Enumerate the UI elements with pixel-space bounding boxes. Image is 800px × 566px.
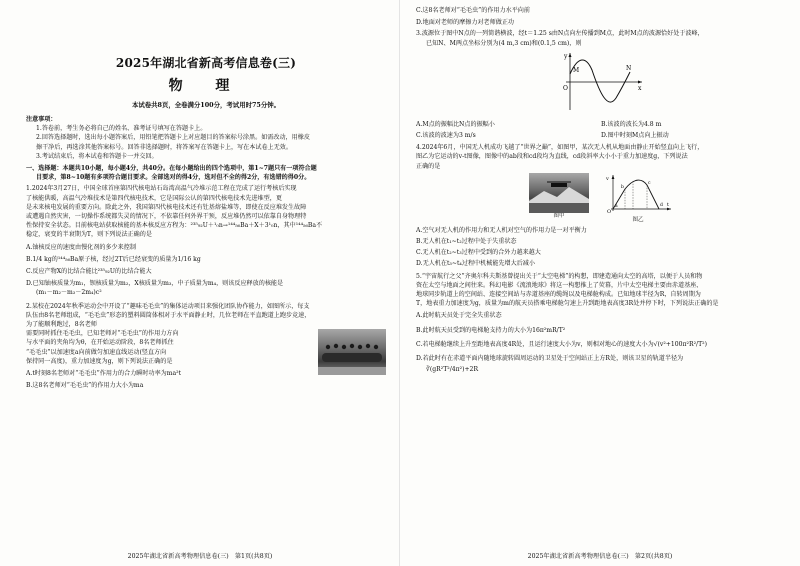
q1-line: 稳定，衰变的半衰期为T，则下列说法正确的是 [26,231,152,239]
question-1 [26,184,386,297]
origin-label: O [563,84,568,92]
q1-option-b: B.1/4 kg的¹⁴⁴₅₆Ba原子核，经过2T后已经衰变的质量为1/16 kg [26,255,201,263]
page-1-footer: 2025年湖北省新高考物理信息卷(三) 第1页(共8页) [127,553,273,560]
q5-line: 资在太空与地面之间往来。科幻电影《流浪地球》将这一构想推上了荧幕，片中太空电梯主要由赤道基座、 [416,281,703,289]
q1-option-c: C.反应产物X的比结合能比²³⁵₉₂U的比结合能大 [26,268,152,276]
caterpillar-race-photo [318,329,386,375]
q2-line: 队伍由8名老师组成，“毛毛虫”形态的塑料圆筒体相对于水平面静止时，几位老师在平直跑道上跑步竞速， [26,311,311,319]
notice-line: 2.回答选择题时，选出每小题答案后，用铅笔把答题卡上对应题目的答案标号涂黑。如需改动，用橡皮 [36,134,310,142]
q3-line: 3.波源位于图中N点的一列简谐横波，经t＝1.25 s由N点向左传播到M点，此时M点的波源恰好处于波峰， [416,30,704,38]
exam-title: 2025年湖北省新高考信息卷(三) [115,56,297,70]
y-axis-label: y [564,52,568,60]
notice-line: 擦干净后，再选涂其他答案标号。回答非选择题时，将答案写在答题卡上，写在本试卷上无效。 [36,143,292,151]
q3-option-c: C.该波的波速为3 m/s [416,132,476,140]
q5-option-d-formula: ∛(gR²T²/4π²)+2R [426,366,479,374]
fig-yi-caption: 图乙 [632,216,644,223]
question-2 [26,302,386,391]
q5-option-d: D.若此时有在赤道平面内随地球旋转圆周运动的卫星处于空间站正上方R处，则该卫星的轨道半径为 [416,355,684,363]
q2-line: 保持同一高度)，重力加速度为g，则下列说法正确的是 [26,357,173,365]
q2-option-d: D.地面对老师的摩擦力对老师做正功 [416,19,515,27]
t-label: t [667,201,670,208]
figure-yi [603,173,673,224]
section-heading: 一、选择题：本题共10小题，每小题4分，共40分。在每小题给出的四个选项中，第1~7题只有一项符合题 [26,165,317,173]
point-n-label: N [626,64,632,72]
q4-line: 4.2024年6月，中国无人机成功飞越了“世界之巅”，如图甲，某次无人机从地面由静止开始竖直向上飞行， [416,144,704,152]
figure-jia [529,173,589,224]
q1-line: 了核能供暖，高温气冷堆技术是第四代核电技术，它是国际公认的第四代核电技术先进堆型，更 [26,194,282,202]
q5-line: 地球同步轨道上的空间站、连接空间站与赤道基座的缆绳以及电梯舱构成。已知地球半径为R，自转周期为 [416,291,701,299]
y-axis-arrow-icon [569,53,572,57]
q2-line: 与水平面的夹角均为θ，在开始运动阶段，8名老师抓住 [26,339,174,347]
subject-title: 物 理 [168,78,244,94]
q4-option-c: C.无人机在t₂~t₃过程中受到的合外力越来越大 [416,249,541,257]
q1-option-a: A.铀核反应的速度由慢化剂的多少来控制 [26,243,136,251]
q1-line: 1.2024年3月27日，中国全球首座第四代核电站石岛湾高温气冷堆示范工程在完成了运行考核后实现 [26,185,297,193]
q2-line: “毛毛虫”以加速度a向前做匀加速直线运动(竖直方向 [26,348,167,356]
q2-option-a: A.t时刻8名老师对“毛毛虫”作用力的合力瞬时功率为ma²t [26,370,182,378]
q4-option-a: A.空气对无人机的作用力和无人机对空气的作用力是一对平衡力 [416,226,587,234]
v-axis-arrow-icon [612,175,615,179]
q1-line: 是未来核电发展的重要方向。除此之外，我国第四代核电技术还有钍基熔盐堆等，即使在反应堆发生故障 [26,203,307,211]
section-heading: 目要求，第8~10题有多项符合题目要求。全部选对的得4分，选对但不全的得2分，有选错的得0分。 [36,174,311,182]
q4-line: 正确的是 [416,162,441,170]
q1-line: 性保持安全状态。目前核电站获取核能的基本核反应方程为：²³⁵₉₂U＋¹₀n→¹⁴⁴₅₆Ba＋X＋3¹₀n，其中¹⁴⁴₅₆Ba不 [26,222,323,230]
q4-option-b: B.无人机在t₁~t₂过程中处于失重状态 [416,238,517,246]
q3-option-d: D.图中时刻M点向上振动 [601,132,669,140]
point-d-label: d [660,202,663,208]
q3-option-a: A.M点的振幅比N点的振幅小 [416,120,495,128]
q4-option-d: D.无人机在t₃~t₄过程中机械能先增大后减小 [416,260,535,268]
page-2 [400,0,800,566]
fig-jia-caption: 图甲 [553,212,565,219]
point-m-label: M [573,66,580,74]
vt-graph [603,173,673,213]
q1-option-d-formula: (m₁－m₂－m₃－2m₄)c² [36,289,102,297]
point-b-label: b [621,184,624,190]
notice-heading: 注意事项： [26,116,57,123]
q5-option-b: B.此时航天员受到的电梯舱支持力的大小为16π²mR/T² [416,326,566,334]
q1-option-d: D.已知铀核质量为m₁，钡核质量为m₂，X核质量为m₃，中子质量为m₄，则该反应释放的核能是 [26,280,284,288]
q2-option-c: C.这8名老师对“毛毛虫”的作用力水平向前 [416,7,530,14]
q4-line: 图乙为它运动的v-t图像，图像中的ab段和cd段均为直线，cd段斜率大小小于重力加速度g，下列说法 [416,153,688,161]
q3-options-row [416,131,786,140]
x-axis-label: x [638,84,642,92]
point-a-label: a [615,203,618,209]
q1-line: 或遭遇自然灾害，一切操作系统都失灵的情况下，不依靠任何外界干预，反应堆仍然可以依靠自身物理特 [26,213,307,221]
question-4 [416,143,786,268]
notice-line: 1.答卷前，考生务必将自己的姓名、准考证号填写在答题卡上。 [36,125,207,133]
vt-curve [613,180,659,209]
v-label: v [606,175,609,182]
q2-option-b: B.这8名老师对“毛毛虫”的作用力大小为ma [26,382,144,390]
notice-line: 3.考试结束后，将本试卷和答题卡一并交回。 [36,152,158,160]
caterpillar-figures-icon [318,329,386,375]
q3-option-b: B.该波的波长为4.8 m [601,120,662,128]
page-2-footer: 2025年湖北省新高考物理信息卷(三) 第2页(共8页) [527,553,673,560]
q5-line: T，地表重力加速度为g，质量为m的航天员搭乘电梯舱匀速上升到距地表高度3R处并停下时，下列说法正确的是 [416,300,719,308]
q5-option-c: C.若电梯舱继续上升至距地表高度4R处，且运行速度大小为v，则相对地心的速度大小为√(v²+100π²R²/T²) [416,340,707,348]
drone-icon [529,173,589,213]
drone-photo [529,173,589,213]
q5-option-a: A.此时航天员处于完全失重状态 [416,312,502,320]
q3-options-row [416,120,786,129]
point-c-label: c [648,180,651,186]
exam-meta: 本试卷共8页，全卷满分100分，考试用时75分钟。 [131,101,281,109]
q2-line: 为了能顺利跑过，8名老师 [26,321,97,329]
question-3 [416,29,786,140]
q5-line: 5.“宇宙航行之父”齐奥尔科夫斯基曾提出关于“太空电梯”的构想，即建造通向太空的高塔，以便于人员和物 [416,272,703,280]
origin-label: O [607,208,612,213]
t-axis-arrow-icon [667,207,671,210]
q3-line: 已知N、M两点坐标分别为(4 m,3 cm)和(0.1,5 cm)，则 [426,39,582,47]
x-axis-arrow-icon [638,80,642,83]
q2-line: 2.某校在2024年秋季运动会中开设了“趣味毛毛虫”的集体运动项目来强化团队协作能力，如图所示，每支 [26,302,310,310]
q2-line: 需要同时抓住毛毛虫，已知老师对“毛毛虫”的作用力方向 [26,330,179,338]
question-5 [416,272,786,375]
wave-graph [556,50,646,114]
